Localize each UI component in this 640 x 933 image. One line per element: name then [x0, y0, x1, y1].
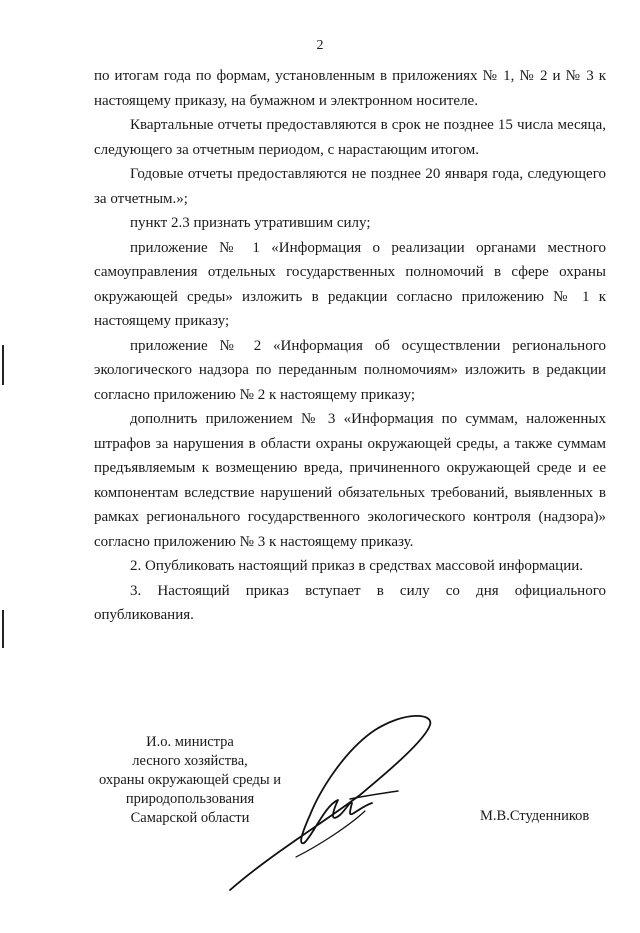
handwritten-signature [200, 705, 450, 905]
paragraph: Квартальные отчеты предоставляются в срок не позднее 15 числа месяца, следующего за отчетным периодом, с нарастающим итогом. [94, 117, 606, 158]
margin-mark [2, 345, 4, 385]
document-body [94, 64, 606, 628]
signatory-line: И.о. министра [146, 734, 234, 750]
paragraph: 2. Опубликовать настоящий приказ в средствах массовой информации. [130, 558, 584, 574]
paragraph: пункт 2.3 признать утратившим силу; [130, 215, 371, 231]
margin-mark [2, 610, 4, 648]
signatory-line: лесного хозяйства, [132, 753, 248, 769]
page-number: 2 [316, 38, 324, 53]
paragraph: приложение № 1 «Информация о реализации органами местного самоуправления отдельных государственных полномочий в сфере охраны окружающей среды» изложить в редакции согласно приложению № 1 к настоящему приказу; [94, 239, 606, 329]
signatory-name: М.В.Студенников [480, 808, 590, 824]
signatory-line: охраны окружающей среды и [98, 772, 282, 788]
signatory-line: природопользования [125, 791, 255, 807]
paragraph: 3. Настоящий приказ вступает в силу со дня официального опубликования. [94, 582, 606, 623]
paragraph: приложение № 2 «Информация об осуществлении регионального экологического надзора по переданным полномочиям» изложить в редакции согласно приложению № 2 к настоящему приказу; [94, 337, 606, 403]
paragraph: по итогам года по формам, установленным в приложениях № 1, № 2 и № 3 к настоящему приказу, на бумажном и электронном носителе. [94, 68, 606, 109]
paragraph: дополнить приложением № 3 «Информация по суммам, наложенных штрафов за нарушения в области охраны окружающей среды, а также суммам предъявляемым к возмещению вреда, причиненного окружающей среде и ее компонентам вследствие нарушений обязательных требований, выявленных в рамках регионального государственного экологического контроля (надзора)» согласно приложению № 3 к настоящему приказу. [94, 411, 606, 550]
signatory-line: Самарской области [130, 810, 250, 826]
paragraph: Годовые отчеты предоставляются не позднее 20 января года, следующего за отчетным.»; [94, 166, 606, 207]
